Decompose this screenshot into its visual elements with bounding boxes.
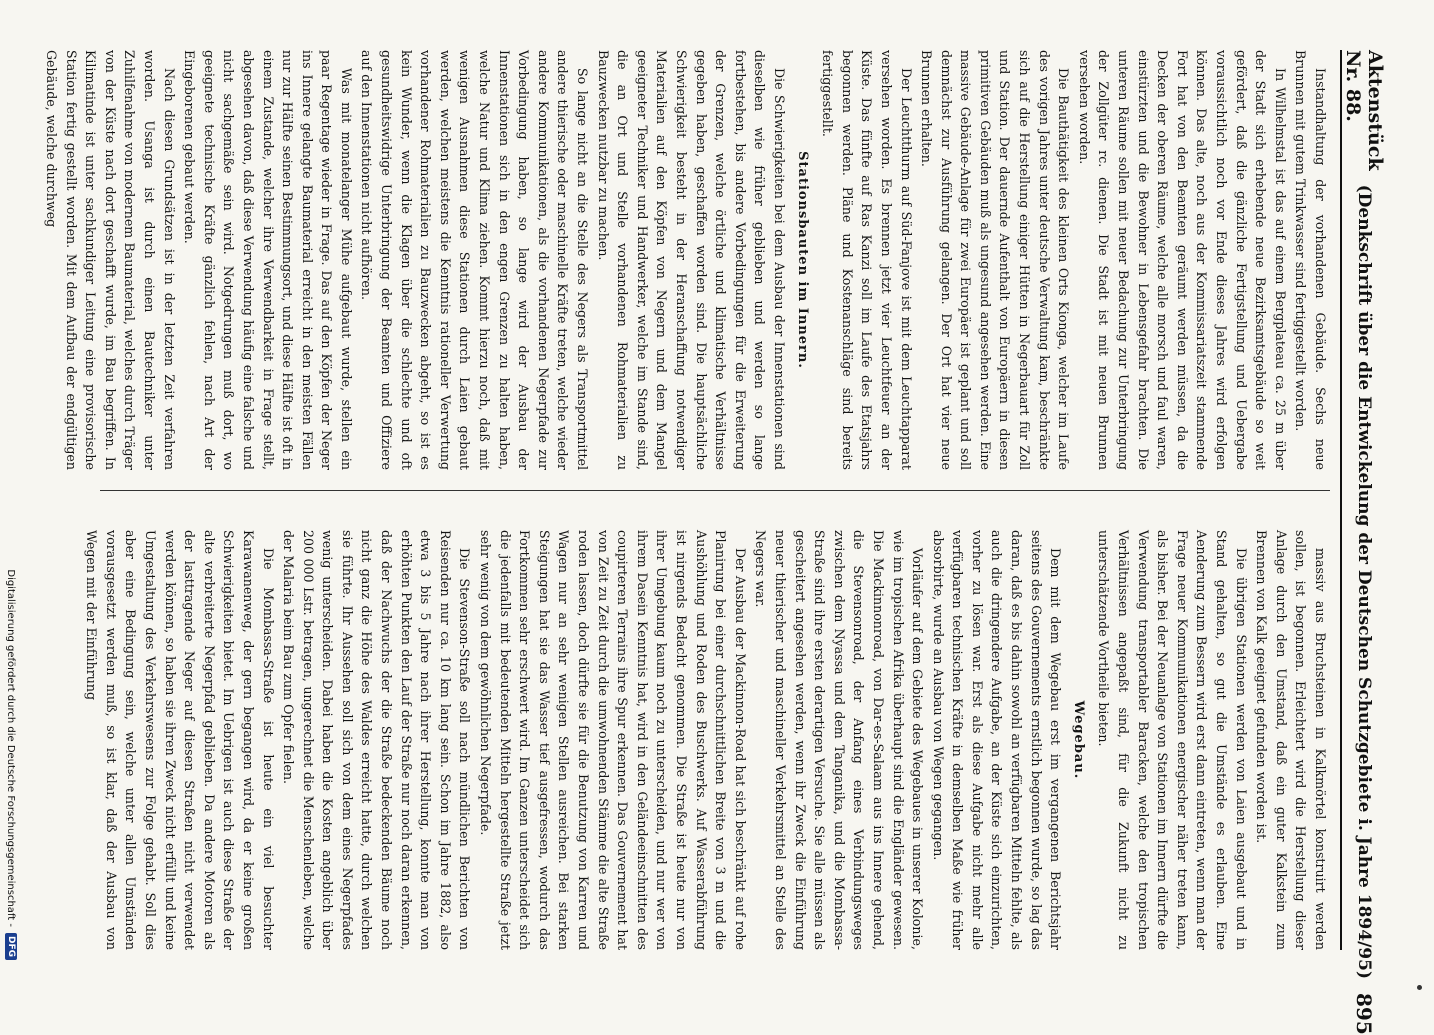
running-title: (Denkschrift über die Entwickelung der Deutschen Schutzgebiete i. Jahre 1894/95) [1354,184,1374,979]
left-column [44,50,1330,470]
paragraph: Die Schwierigkeiten bei dem Ausbau der Innenstationen sind dieselben wie früher geblieben und werden so lange fortbestehen, bis andere Vorbedingungen für die Erweiterung der Grenzen, welche örtliche und klimatische Verhältnisse gegeben haben, geschaffen worden sind. Die hauptsächliche Schwierigkeit besteht in der Heranschaffung notwendiger Materialien auf den Köpfen von Negern und dem Mangel geeigneter Techniker und Handwerker, welche im Stande sind, die an Ort und Stelle vorhandenen Rohmaterialien zu Bauzwecken nutzbar zu machen. [595,50,787,470]
paragraph: Instandhaltung der vorhandenen Gebäude. Sechs neue Brunnen mit gutem Trinkwasser sind fertiggestellt worden. [1293,50,1328,470]
paragraph: Die Stevenson-Straße soll nach mündlichen Berichten von Reisenden nur ca. 10 km lang sein. Schon im Jahre 1882, also etwa 3 bis 5 Jahre nach ihrer Herstellung, konnte man von erhöhten Punkten den Lauf der Straße nur noch daran erkennen, daß der Nachwuchs der die Straße bedeckenden Bäume noch nicht ganz die Höhe des Waldes erreicht hatte, durch welchen sie führte. Ihr Aussehen soll sich von dem eines Negerpfades wenig unterscheiden. Dabei haben die Kosten angeblich über 200 000 Lstr. betragen, ungerechnet die Menschenleben, welche der Malaria beim Bau zum Opfer fielen. [281,530,473,950]
page-mark [1417,985,1422,990]
paragraph: Was mit monatelanger Mühe aufgebaut wurde, stellen ein paar Regentage wieder in Frage. Das auf den Köpfen der Neger ins Innere gelangte Baumaterial erreicht in den meisten Fällen nur zur Hälfte seinen Bestimmungsort, und diese Hälfte ist oft in einem Zustande, welcher ihre Verwendbarkeit in Frage stellt, abgesehen davon, daß diese Verwendung häufig eine falsche und nicht sachgemäße sein wird. Notgedrungen muß dort, wo geeignete technische Kräfte gänzlich fehlen, nach Art der Eingeborenen gebaut werden. [182,50,354,470]
column-divider [100,490,1330,491]
paragraph: Nach diesen Grundsätzen ist in der letzten Zeit verfahren worden. Usanga ist durch einen Bautechniker unter Zuhilfenahme von modernem Baumaterial, welches durch Träger von der Küste nach dort geschafft wurde, im Bau begriffen. In Kilimatinde ist unter sachkundiger Leitung eine provisorische Station fertig gestellt worden. Mit dem Aufbau der endgültigen Gebäude, welche durchweg [44,50,177,470]
footer-text: Digitalisierung gefördert durch die Deutsche Forschungsgemeinschaft - [5,569,17,927]
paragraph: Die Mombassa-Straße ist heute ein viel besuchter Karawanenweg, der gern begangen wird, da er keine großen Schwierigkeiten bietet. Im Uebrigen ist auch diese Straße der alte verbreiterte Negerpfad geblieben. Da andere Motoren als der lasttragende Neger auf diesen Straßen nicht verwendet werden können, so haben sie ihren Zweck nicht erfüllt und keine Umgestaltung des Verkehrswesens zur Folge gehabt. Soll dies aber eine Bedingung sein, welche unter allen Umständen vorausgesetzt werden muß, so ist klar, daß der Ausbau von Wegen mit der Einführung [84,530,276,950]
page-number: 895 [1352,993,1376,1035]
paragraph: Der Ausbau der Mackinnon-Road hat sich beschränkt auf rohe Planirung bei einer durchschnittlichen Breite von 3 m und die Aushöhlung und Roden des Buschwerks. Auf Wasserabführung ist nirgends Bedacht genommen. Die Straße ist heute nur von ihrer Umgebung kaum noch zu unterscheiden, und nur wer von ihrem Dasein Kenntnis hat, wird in den Geländeeinschnitten des coupirteren Terrains ihre Spur erkennen. Das Gouvernement hat von Zeit zu Zeit durch die umwohnenden Stämme die alte Straße roden lassen, doch dürfte sie für die Benutzung von Karren und Wagen nur an sehr wenigen Stellen ausreichen. Bei starken Steigungen hat sie das Wasser tief ausgefressen, wodurch das Fortkommen sehr erschwert wird. Im Ganzen unterscheidet sich die jedenfalls mit bedeutenden Mitteln hergestellte Straße jetzt sehr wenig von dem gewöhnlichen Negerpfade. [478,530,748,950]
paragraph: Dem mit dem Wegebau erst im vergangenen Berichtsjahr seitens des Gouvernements ernstlich begonnen wurde, so lag das daran, daß es bis dahin sowohl an verfügbaren Mitteln fehlte, als auch die dringendere Aufgabe, an der Küste sich einzurichten, vorher zu lösen war. Erst als diese Aufgabe nicht mehr alle verfügbaren technischen Kräfte in demselben Maße wie früher absorbirte, wurde an Ausbau von Wegen gegangen. [930,530,1064,950]
dfg-logo: DFG [5,933,17,960]
paragraph: So lange nicht an die Stelle des Negers als Transportmittel andere thierische oder maschinelle Kräfte treten, welche wieder andere Kommunikationen, als die vorhandenen Negerpfade zur Vorbedingung haben, so lange wird der Ausbau der Innenstationen sich in den engen Grenzen zu halten haben, welche Natur und Klima ziehen. Kommt hierzu noch, daß mit wenigen Ausnahmen diese Stationen durch Laien gebaut werden, welchen meistens die Kenntnis rationeller Verwertung vorhandener Rohmaterialien zu Bauzwecken abgeht, so ist es kein Wunder, wenn die Klagen über die schlechte und oft gesundheitswidrige Unterbringung der Beamten und Offiziere auf den Innenstationen nicht aufhören. [359,50,591,470]
paragraph: Der Leuchtthurm auf Süd-Fanjove ist mit dem Leuchtapparat versehen worden. Es brennen jetzt vier Leuchtfeuer an der Küste. Das fünfte auf Ras Kanzi soll im Laufe des Etatsjahrs begonnen werden. Pläne und Kostenanschläge sind bereits fertiggestellt. [820,50,914,470]
header-rule [1340,50,1342,950]
paragraph: Die übrigen Stationen werden von Laien ausgebaut und in Stand gehalten, so gut die Umstände es erlauben. Eine Aenderung zum Bessern wird erst dann eintreten, wenn man der Frage neuer Kommunikationen energischer näher treten kann, als bisher. Bei der Neuanlage von Stationen im Innern dürfte die Verwendung transportabler Baracken, welche den tropischen Verhältnissen angepaßt sind, für die Zukunft nicht zu unterschätzende Vortheile bieten. [1096,530,1249,950]
section-heading: Wegebau. [1070,700,1086,780]
right-column [84,530,1330,950]
document-number: Aktenstück Nr. 88. [1342,50,1386,171]
section-heading: Stationsbauten im Innern. [794,151,810,369]
paragraph: Vorläufer auf dem Gebiete des Wegebaues in unserer Kolonie, wie im tropischen Afrika überhaupt sind die Engländer gewesen. Die Mackinnonroad, von Dar-es-Salaam aus ins Innere gehend, die Stevensonroad, der Anfang eines Verbindungsweges zwischen dem Nyassa und dem Tanganika, und die Mombassa-Straße sind ihre ersten derartigen Versuche. Sie alle müssen als gescheitert angesehen werden, wenn ihr Zweck die Einführung neuer thierischer und maschineller Verkehrsmittel an Stelle des Negers war. [753,530,926,950]
paragraph: massiv aus Bruchsteinen in Kalkmörtel konstruirt werden sollen, ist begonnen. Erleichtert wird die Herstellung dieser Anlage durch den Umstand, daß ein guter Kalkstein zum Brennen von Kalk geeignet gefunden worden ist. [1254,530,1328,950]
digitization-footer [0,0,22,1000]
page-header [1342,50,1386,1035]
paragraph: Die Bauthätigkeit des kleinen Orts Kionga, welcher im Laufe des vorigen Jahres unter deutsche Verwaltung kam, beschränkte sich auf die Herstellung einiger Hütten in Negerbauart für Zoll und Station. Der dauernde Aufenthalt von Europäern in diesen primitiven Gebäuden muß als ungesund angesehen werden. Eine massive Gebäude-Anlage für zwei Europäer ist geplant und soll demnächst zur Ausführung gelangen. Der Ort hat vier neue Brunnen erhalten. [919,50,1072,470]
paragraph: In Wilhelmstal ist das auf einem Bergplateau ca. 25 m über der Stadt sich erhebende neue Bezirksamtsgebäude so weit gefördert, daß die gänzliche Fertigstellung und Uebergabe voraussichtlich noch vor Ende dieses Jahres wird erfolgen können. Das alte, noch aus der Kommissariatszeit stammende Fort hat von den Beamten geräumt werden müssen, da die Decken der oberen Räume, welche alle morsch und faul waren, einstürzten und die Bewohner in Lebensgefahr brachten. Die unteren Räume sollen mit neuer Bedachung zur Unterbringung der Zollgüter rc. dienen. Die Stadt ist mit neuen Brunnen versehen worden. [1076,50,1288,470]
